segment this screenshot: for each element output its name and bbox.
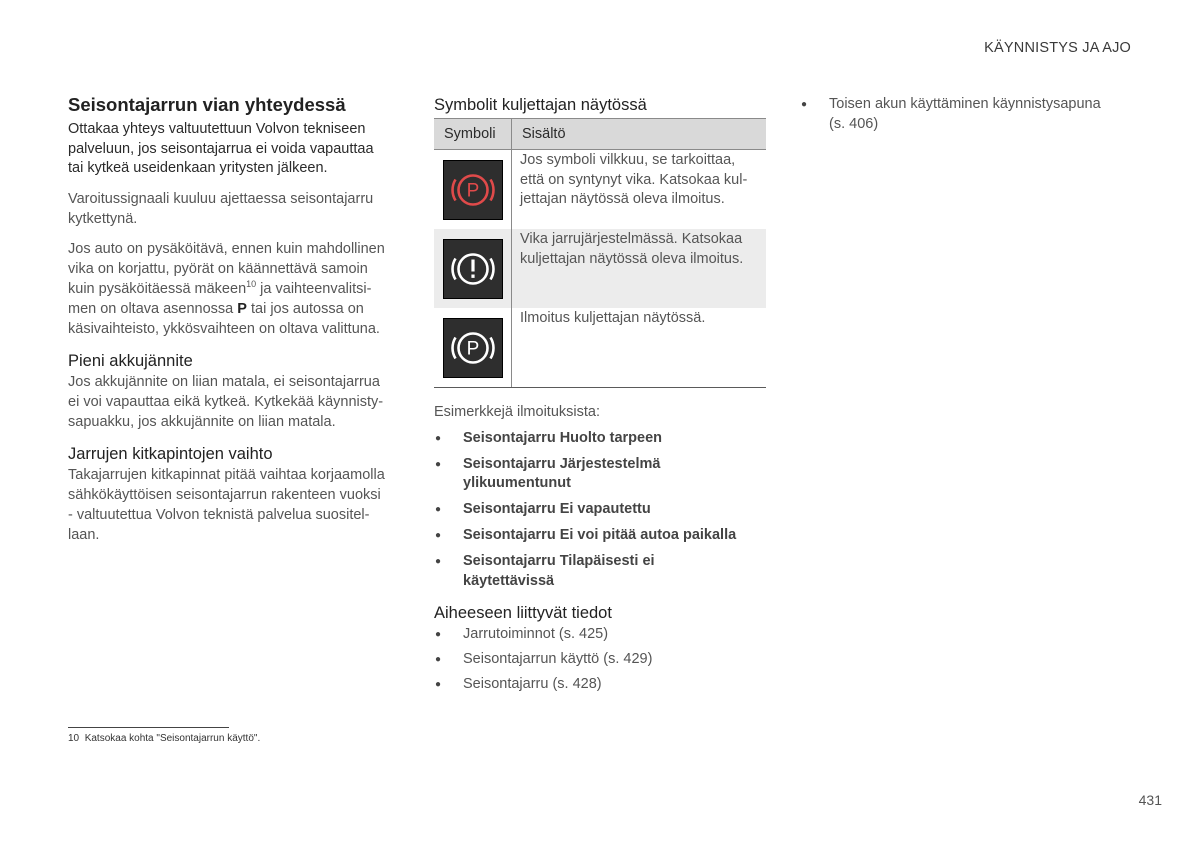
text-line: Seisontajarru Ei voi pitää autoa paikalla [463, 527, 737, 543]
lead-paragraph [68, 120, 400, 179]
table-cell-symbol [434, 150, 512, 230]
footnote-text: Katsokaa kohta "Seisontajarrun käyttö". [84, 733, 261, 744]
text-line: men on oltava asennossa [68, 300, 238, 317]
text-line: Jarrutoiminnot (s. 425) [463, 625, 609, 642]
table-cell-content [512, 229, 767, 308]
text-line: Seisontajarru Tilapäisesti ei [463, 553, 655, 569]
list-item [434, 552, 766, 591]
text-line: ylikuumentunut [463, 475, 571, 491]
lead-line: Ottakaa yhteys valtuutettuun Volvon tekniseen [68, 121, 366, 137]
related-list [434, 625, 766, 695]
text-line: laan. [68, 526, 100, 543]
text-line: käytettävissä [463, 572, 555, 589]
text-line: Seisontajarrun käyttö (s. 429) [463, 650, 653, 667]
related-link[interactable] [434, 625, 766, 645]
text-line: Toisen akun käyttäminen käynnistysapuna [829, 96, 1101, 112]
table-cell-symbol [434, 229, 512, 308]
table-header-row [434, 119, 766, 150]
related-link[interactable] [800, 95, 1130, 134]
lead-line: tai kytkeä useidenkaan yritysten jälkeen. [68, 160, 328, 176]
symbols-title: Symbolit kuljettajan näytössä [434, 96, 647, 114]
text-line: Takajarrujen kitkapinnat pitää vaihtaa korjaamolla [68, 466, 385, 483]
table-row [434, 150, 766, 230]
section-title-low-voltage: Pieni akkujännite [68, 351, 193, 370]
text-line: kuin pysäköitäessä mäkeen [68, 280, 247, 297]
text-line: Jos auto on pysäköitävä, ennen kuin mahdollinen [68, 240, 385, 257]
list-item [434, 526, 766, 546]
text-line: Jos symboli vilkkuu, se tarkoittaa, [520, 152, 736, 168]
column-right [800, 95, 1130, 134]
text-line: käsivaihteisto, ykkösvaihteen on oltava valittuna. [68, 320, 380, 337]
examples-label: Esimerkkejä ilmoituksista: [434, 404, 600, 420]
text-line: tai jos autossa on [246, 300, 364, 317]
table-cell-content [512, 150, 767, 230]
brake-pads-paragraph [68, 465, 400, 545]
table-row [434, 308, 766, 388]
gear-p: P [237, 300, 247, 317]
section-title-brake-pads: Jarrujen kitkapintojen vaihto [68, 444, 273, 463]
text-line: Ilmoitus kuljettajan näytössä. [520, 310, 706, 326]
text-line: vika on korjattu, pyörät on käännettävä samoin [68, 260, 368, 277]
text-line: - valtuutettua Volvon teknistä palvelua suositel- [68, 506, 370, 523]
text-line: Seisontajarru Ei vapautettu [463, 501, 651, 517]
text-line: Seisontajarru (s. 428) [463, 675, 602, 692]
list-item [434, 429, 766, 449]
text-line: jettajan näytössä oleva ilmoitus. [520, 191, 725, 207]
lead-line: palveluun, jos seisontajarrua ei voida vapauttaa [68, 140, 374, 157]
text-line: sähkökäyttöisen seisontajarrun rakenteen vuoksi [68, 486, 381, 503]
text-line: ei voi vapauttaa eikä kytkeä. Kytkekää käynnisty- [68, 393, 384, 410]
text-line: ja vaihteenvalitsi- [256, 280, 372, 297]
parking-paragraph [68, 239, 400, 339]
table-cell-symbol [434, 308, 512, 388]
column-left [68, 94, 400, 545]
section-title-fault: Seisontajarrun vian yhteydessä [68, 94, 346, 115]
parking-brake-red-icon [443, 160, 503, 220]
symbols-table [434, 118, 766, 388]
text-line: Vika jarrujärjestelmässä. Katsokaa [520, 231, 743, 247]
related-list-continued [800, 95, 1130, 134]
svg-text:P: P [466, 338, 480, 360]
warning-paragraph [68, 189, 400, 229]
footnote-number: 10 [68, 733, 80, 744]
list-item [434, 500, 766, 520]
text-line: Seisontajarru Järjestestelmä [463, 455, 661, 472]
text-line: että on syntynyt vika. Katsokaa kul- [520, 171, 748, 188]
related-link[interactable] [434, 675, 766, 695]
text-line: Seisontajarru Huolto tarpeen [463, 429, 663, 446]
table-header-content: Sisältö [512, 119, 767, 150]
page-number: 431 [1138, 792, 1162, 808]
text-line: Varoitussignaali kuuluu ajettaessa seisontajarru [68, 190, 374, 207]
related-title: Aiheeseen liittyvät tiedot [434, 604, 612, 622]
low-voltage-paragraph [68, 372, 400, 432]
related-link[interactable] [434, 650, 766, 670]
examples-list [434, 429, 766, 592]
parking-brake-white-icon [443, 318, 503, 378]
list-item [434, 455, 766, 494]
table-cell-content [512, 308, 767, 388]
text-line: sapuakku, jos akkujännite on liian matala. [68, 413, 336, 430]
table-header-symbol: Symboli [434, 119, 512, 150]
table-row [434, 229, 766, 308]
footnote-divider [68, 727, 229, 728]
brake-warning-icon [443, 239, 503, 299]
footnote [68, 733, 260, 744]
text-line: kuljettajan näytössä oleva ilmoitus. [520, 250, 744, 267]
page-header: KÄYNNISTYS JA AJO [984, 40, 1131, 56]
svg-text:P: P [466, 180, 480, 202]
footnote-ref[interactable]: 10 [246, 278, 257, 289]
text-line: (s. 406) [829, 115, 879, 132]
text-line: kytkettynä. [68, 210, 138, 227]
text-line: Jos akkujännite on liian matala, ei seisontajarrua [68, 373, 380, 390]
column-middle [434, 95, 766, 694]
